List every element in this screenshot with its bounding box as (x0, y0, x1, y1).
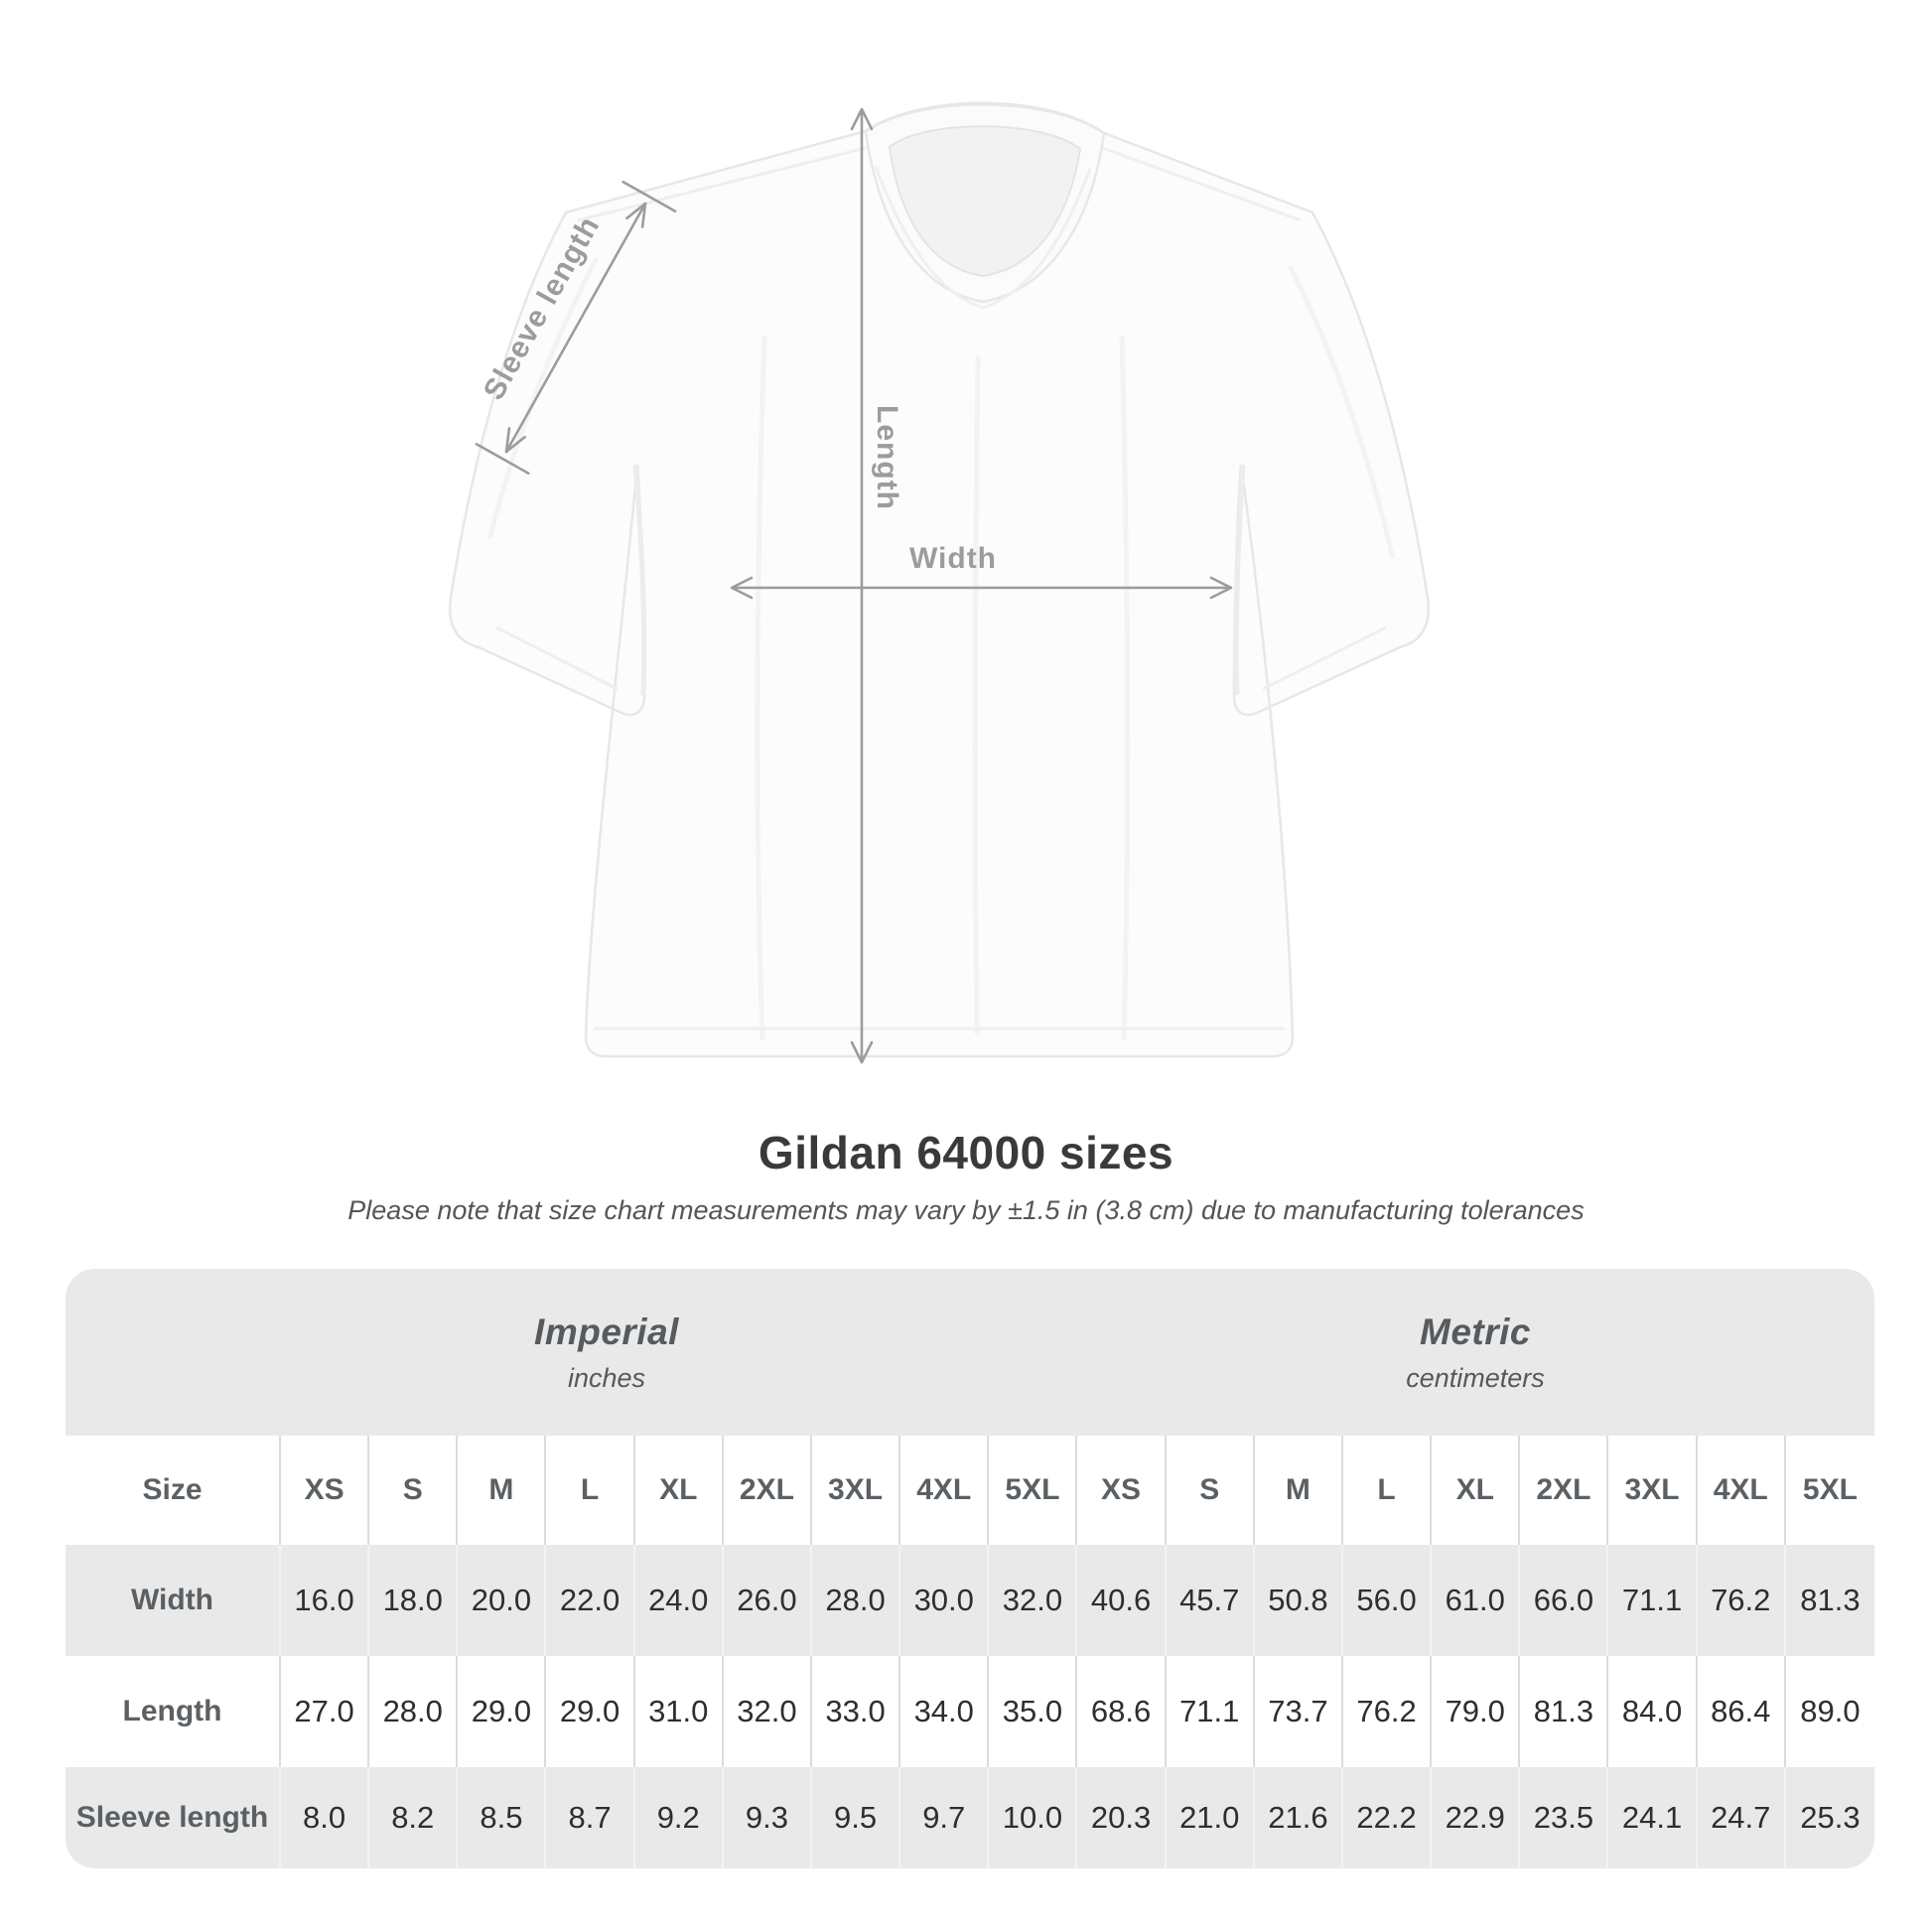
measurement-value: 29.0 (458, 1656, 546, 1767)
measurement-value: 22.2 (1343, 1767, 1432, 1868)
measurement-value: 20.0 (458, 1545, 546, 1656)
size-column-header: 4XL (1698, 1436, 1786, 1545)
measurement-value: 24.0 (635, 1545, 724, 1656)
measurement-value: 20.3 (1077, 1767, 1166, 1868)
measurement-value: 86.4 (1698, 1656, 1786, 1767)
measurement-value: 24.1 (1608, 1767, 1697, 1868)
measurement-value: 81.3 (1800, 1583, 1861, 1617)
measurement-value: 25.3 (1800, 1800, 1861, 1835)
measurement-value: 40.6 (1077, 1545, 1166, 1656)
size-column-header: 5XL (1802, 1473, 1858, 1506)
measurement-value: 81.3 (1520, 1656, 1608, 1767)
measurement-value: 79.0 (1432, 1656, 1520, 1767)
measurement-value: 10.0 (989, 1767, 1077, 1868)
measurement-value: 32.0 (989, 1545, 1077, 1656)
metric-group-header (1076, 1269, 1874, 1436)
imperial-group-header (66, 1269, 1076, 1436)
measurement-value: 8.7 (546, 1767, 634, 1868)
table-row-width (66, 1545, 1874, 1656)
tolerance-note: Please note that size chart measurements may vary by ±1.5 in (3.8 cm) due to manufacturing tolerances (347, 1195, 1585, 1225)
measurement-value: 50.8 (1255, 1545, 1343, 1656)
measurement-value: 32.0 (724, 1656, 812, 1767)
measurement-value: 22.0 (546, 1545, 634, 1656)
row-label-sleeve-length: Sleeve length (66, 1767, 281, 1868)
measurement-value: 76.2 (1698, 1545, 1786, 1656)
size-column-header: XS (281, 1436, 369, 1545)
row-label-length: Length (66, 1656, 281, 1767)
width-label: Width (908, 542, 998, 575)
measurement-value: 45.7 (1167, 1545, 1255, 1656)
unit-group-header (66, 1269, 1874, 1436)
measurement-value: 31.0 (635, 1656, 724, 1767)
measurement-value: 35.0 (989, 1656, 1077, 1767)
measurement-value: 9.2 (635, 1767, 724, 1868)
measurement-value: 8.5 (458, 1767, 546, 1868)
measurement-value: 71.1 (1167, 1656, 1255, 1767)
measurement-value: 24.7 (1698, 1767, 1786, 1868)
measurement-value: 76.2 (1343, 1656, 1432, 1767)
table-row-length (66, 1656, 1874, 1767)
size-column-header: 3XL (1608, 1436, 1697, 1545)
size-column-title: Size (66, 1436, 281, 1545)
measurement-value: 21.6 (1255, 1767, 1343, 1868)
measurement-value: 27.0 (281, 1656, 369, 1767)
measurement-value: 33.0 (812, 1656, 900, 1767)
imperial-unit: inches (567, 1362, 646, 1393)
measurement-value: 28.0 (369, 1656, 458, 1767)
sleeve-length-label: Sleeve length (477, 210, 607, 406)
measurement-value: 9.5 (812, 1767, 900, 1868)
measurement-value: 22.9 (1432, 1767, 1520, 1868)
measurement-value: 89.0 (1800, 1694, 1861, 1728)
size-column-header: L (546, 1436, 634, 1545)
size-column-header: XS (1077, 1436, 1166, 1545)
measurement-value: 73.7 (1255, 1656, 1343, 1767)
measurement-value: 26.0 (724, 1545, 812, 1656)
measurement-value: 71.1 (1608, 1545, 1697, 1656)
measurement-value: 34.0 (900, 1656, 989, 1767)
size-column-header: 3XL (812, 1436, 900, 1545)
metric-label: Metric (1420, 1311, 1531, 1352)
measurement-value: 18.0 (369, 1545, 458, 1656)
measurement-value: 56.0 (1343, 1545, 1432, 1656)
measurement-value: 61.0 (1432, 1545, 1520, 1656)
measurement-value: 9.3 (724, 1767, 812, 1868)
measurement-value: 8.0 (281, 1767, 369, 1868)
measurement-value: 68.6 (1077, 1656, 1166, 1767)
size-column-header: 5XL (989, 1436, 1077, 1545)
measurement-value: 84.0 (1608, 1656, 1697, 1767)
size-column-header: S (369, 1436, 458, 1545)
size-column-header: M (458, 1436, 546, 1545)
page-title: Gildan 64000 sizes (758, 1127, 1174, 1178)
measurement-value: 23.5 (1520, 1767, 1608, 1868)
measurement-value: 30.0 (900, 1545, 989, 1656)
tshirt-image (450, 103, 1429, 1056)
size-column-header: S (1167, 1436, 1255, 1545)
size-column-header: L (1343, 1436, 1432, 1545)
size-column-header: M (1255, 1436, 1343, 1545)
size-column-header: XL (635, 1436, 724, 1545)
measurement-value: 29.0 (546, 1656, 634, 1767)
size-table (66, 1269, 1874, 1868)
size-column-header: XL (1432, 1436, 1520, 1545)
measurement-value: 16.0 (281, 1545, 369, 1656)
measurement-value: 21.0 (1167, 1767, 1255, 1868)
measurement-value: 9.7 (900, 1767, 989, 1868)
table-row-sleeve-length (66, 1767, 1874, 1868)
measurement-value: 66.0 (1520, 1545, 1608, 1656)
metric-unit: centimeters (1406, 1362, 1545, 1393)
row-label-width: Width (66, 1545, 281, 1656)
length-label: Length (871, 405, 903, 510)
size-column-header: 4XL (900, 1436, 989, 1545)
size-column-header: 2XL (724, 1436, 812, 1545)
measurement-value: 8.2 (369, 1767, 458, 1868)
imperial-label: Imperial (534, 1311, 679, 1352)
measurement-value: 28.0 (812, 1545, 900, 1656)
size-header-row (66, 1436, 1874, 1545)
size-column-header: 2XL (1520, 1436, 1608, 1545)
